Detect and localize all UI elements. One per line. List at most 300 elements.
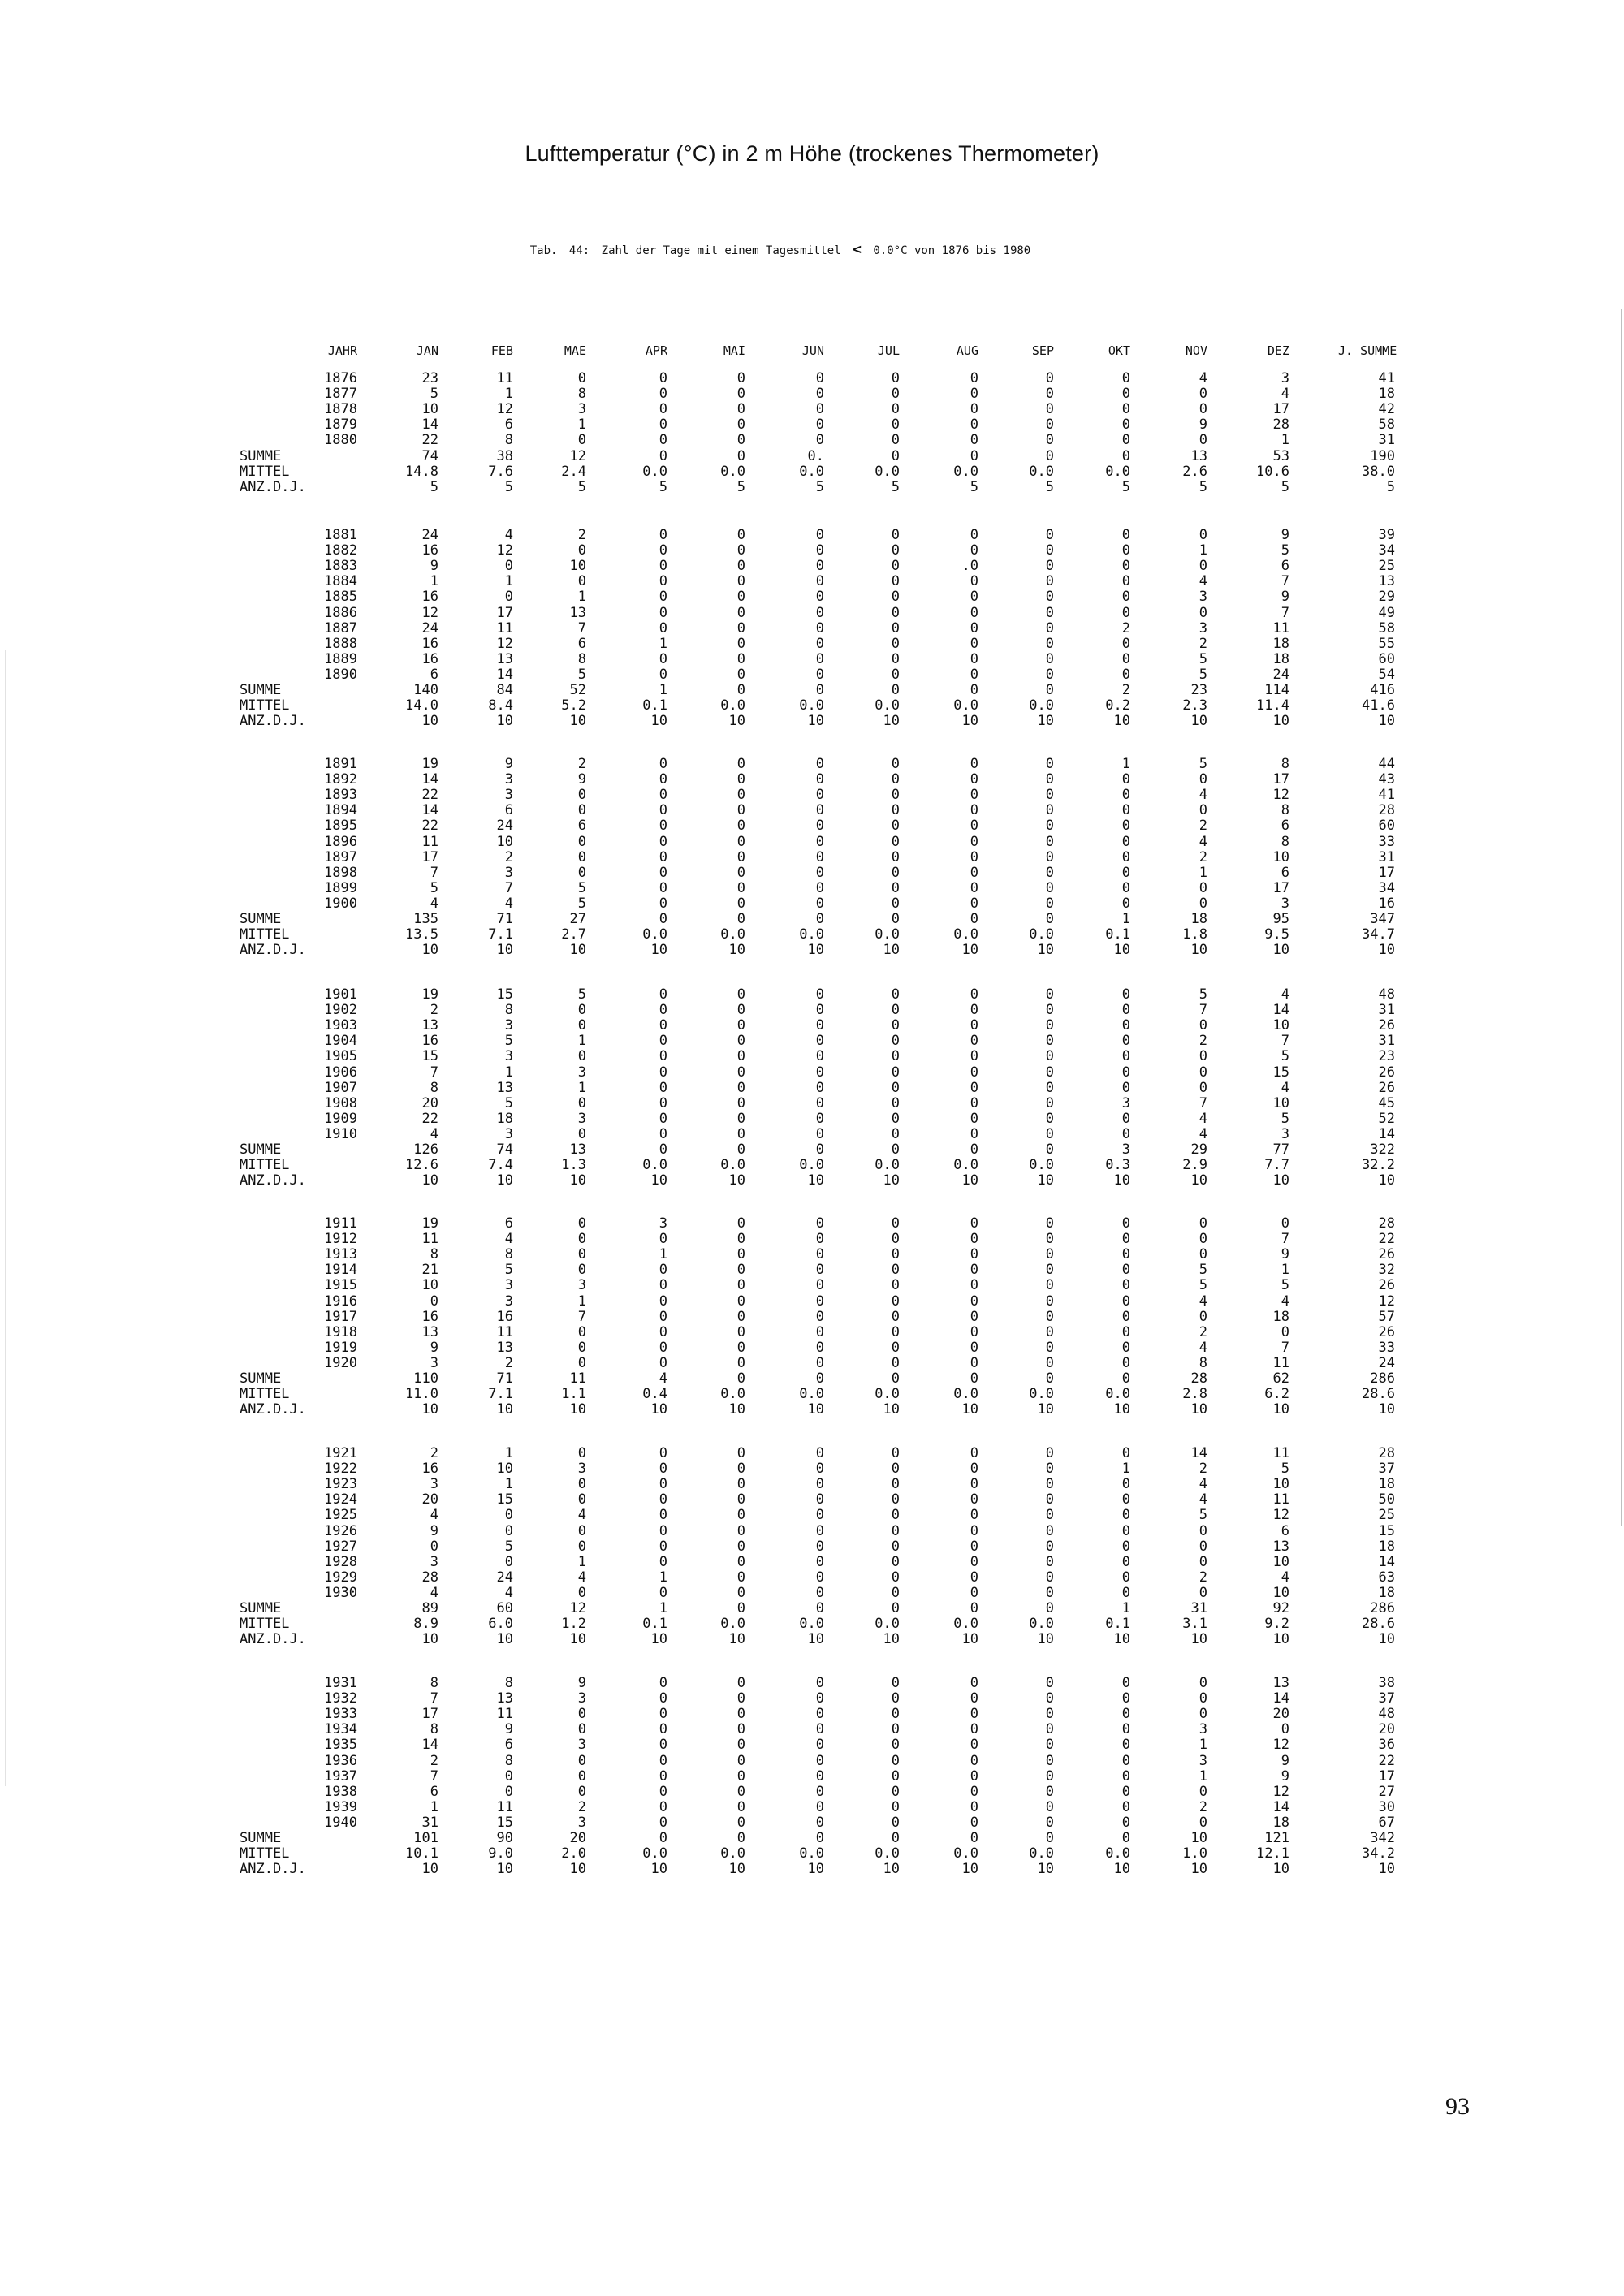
summe-row-cell: 0. [807,448,824,464]
table-cell: 22 [421,1111,438,1127]
table-cell: 3 [1281,370,1289,386]
year-cell: 1883 [324,558,357,574]
anz-row-cell: 10 [728,1861,745,1877]
table-cell: 0 [1045,896,1054,912]
table-cell: 0 [891,787,900,803]
summe-row-cell: 121 [1264,1830,1289,1846]
table-cell: 4 [1199,1293,1207,1310]
table-cell: 0 [1045,1491,1054,1508]
anz-row-cell: 10 [1272,942,1289,958]
table-cell: 0 [1045,1554,1054,1570]
table-cell: 0 [1121,1355,1130,1371]
table-cell: 10 [421,1277,438,1293]
table-cell: 0 [970,1126,978,1142]
table-cell: 0 [659,620,667,637]
summe-row-cell: 0 [815,911,824,927]
summe-row-cell: 0 [736,1142,745,1158]
table-cell: 0 [815,1768,824,1785]
anz-row-cell: 10 [1272,1631,1289,1647]
table-cell: 0 [1045,1507,1054,1523]
table-cell: 0 [815,542,824,559]
table-cell: 0 [815,386,824,402]
mittel-row-cell: 32.2 [1362,1157,1395,1173]
mittel-row-cell: 0.0 [1029,697,1054,714]
table-cell: 0 [1121,1799,1130,1815]
table-cell: 52 [1378,1111,1395,1127]
table-cell: 0 [577,1231,586,1247]
year-cell: 1914 [324,1262,357,1278]
table-cell: 2 [430,1445,438,1461]
table-cell: 0 [577,1340,586,1356]
table-cell: 5 [504,1539,513,1555]
table-cell: 0 [1199,432,1207,448]
mittel-row-cell: 6.0 [488,1616,513,1632]
table-cell: 0 [504,1507,513,1523]
table-cell: 0 [736,1675,745,1691]
table-cell: 0 [970,620,978,637]
anz-row-cell: 10 [883,1401,900,1418]
year-cell: 1909 [324,1111,357,1127]
mittel-row-cell: 11.0 [405,1386,438,1402]
table-cell: 16 [1378,896,1395,912]
anz-row-cell: 10 [728,942,745,958]
table-cell: 3 [577,1815,586,1831]
table-cell: 0 [577,1768,586,1785]
table-cell: 1 [659,636,667,652]
table-cell: 7 [430,1690,438,1707]
table-cell: 0 [1045,1095,1054,1111]
summe-row-cell: 0 [1045,1142,1054,1158]
summe-row-cell: 13 [569,1142,586,1158]
table-cell: 0 [891,802,900,818]
table-cell: 3 [1281,896,1289,912]
summe-row-label: SUMME [240,1142,282,1158]
column-header: JUL [877,343,900,358]
table-cell: 0 [1121,1111,1130,1127]
table-cell: 4 [1281,986,1289,1003]
year-cell: 1878 [324,401,357,417]
table-cell: 1 [577,1554,586,1570]
table-cell: 11 [496,620,513,637]
table-cell: 0 [736,1768,745,1785]
table-cell: 0 [659,849,667,865]
summe-row-cell: 0 [891,1370,900,1387]
table-cell: 0 [815,401,824,417]
table-cell: 0 [1045,756,1054,772]
table-cell: 0 [815,1262,824,1278]
table-cell: 2 [430,1753,438,1769]
anz-row-cell: 10 [807,1172,824,1189]
summe-row-cell: 71 [496,1370,513,1387]
summe-row-cell: 2 [1121,682,1130,698]
table-cell: 0 [970,1554,978,1570]
table-cell: 15 [496,986,513,1003]
table-cell: 0 [815,589,824,605]
table-cell: 12 [1272,1507,1289,1523]
table-cell: 0 [891,834,900,850]
table-cell: 5 [577,896,586,912]
table-cell: 0 [736,1111,745,1127]
table-cell: 9 [504,756,513,772]
year-cell: 1884 [324,573,357,589]
mittel-row-cell: 0.0 [799,464,824,480]
anz-row-cell: 10 [421,1172,438,1189]
table-cell: 0 [1121,1126,1130,1142]
year-cell: 1897 [324,849,357,865]
mittel-row-cell: 2.4 [561,464,586,480]
table-cell: 0 [815,1064,824,1081]
table-cell: 0 [1121,1784,1130,1800]
table-cell: 0 [970,986,978,1003]
table-cell: 0 [815,1126,824,1142]
anz-row-cell: 10 [1037,1401,1054,1418]
anz-row-cell: 10 [1378,1401,1395,1418]
table-cell: 0 [736,1476,745,1492]
summe-row-cell: 92 [1272,1600,1289,1616]
summe-row-label: SUMME [240,1370,282,1387]
table-cell: 0 [970,386,978,402]
table-cell: 13 [496,1340,513,1356]
table-cell: 0 [891,542,900,559]
summe-row-cell: 0 [815,1830,824,1846]
table-cell: 0 [659,1064,667,1081]
mittel-row-cell: 2.9 [1182,1157,1207,1173]
table-cell: 0 [659,896,667,912]
table-cell: 0 [1199,802,1207,818]
table-cell: 0 [1045,1231,1054,1247]
table-cell: 0 [891,756,900,772]
mittel-row-cell: 0.1 [1105,1616,1130,1632]
table-cell: 0 [891,620,900,637]
summe-row-cell: 190 [1370,448,1395,464]
anz-row-cell: 10 [728,1401,745,1418]
table-cell: 0 [659,1262,667,1278]
table-cell: 0 [659,1095,667,1111]
table-cell: 0 [577,1706,586,1722]
summe-row-label: SUMME [240,911,282,927]
table-cell: 0 [736,1033,745,1049]
summe-row-cell: 95 [1272,911,1289,927]
table-cell: 5 [1199,1262,1207,1278]
summe-row-cell: 110 [413,1370,438,1387]
column-header: J. SUMME [1338,343,1397,358]
table-cell: 0 [736,1799,745,1815]
table-cell: 19 [421,986,438,1003]
table-cell: 0 [1121,1064,1130,1081]
year-cell: 1933 [324,1706,357,1722]
year-cell: 1908 [324,1095,357,1111]
table-cell: 11 [496,370,513,386]
caption-text: Zahl der Tage mit einem Tagesmittel [601,244,841,257]
table-cell: 3 [430,1554,438,1570]
table-cell: 8 [1281,802,1289,818]
table-cell: 0 [659,605,667,621]
summe-row-cell: 13 [1190,448,1207,464]
table-cell: 0 [891,896,900,912]
anz-row-cell: 10 [569,1861,586,1877]
table-cell: 0 [577,1262,586,1278]
summe-row-cell: 0 [815,682,824,698]
table-cell: 54 [1378,667,1395,683]
table-cell: 0 [659,1461,667,1477]
anz-row-cell: 10 [1272,1401,1289,1418]
table-cell: 1 [504,573,513,589]
table-cell: 0 [1121,896,1130,912]
table-cell: 29 [1378,589,1395,605]
mittel-row-cell: 8.9 [413,1616,438,1632]
anz-row-cell: 10 [807,1861,824,1877]
table-cell: 0 [815,896,824,912]
table-cell: 3 [577,1064,586,1081]
table-cell: 31 [1378,849,1395,865]
table-cell: 0 [891,667,900,683]
table-cell: 0 [970,1585,978,1601]
summe-row-cell: 1 [1121,911,1130,927]
anz-row-label: ANZ.D.J. [240,1172,306,1189]
table-cell: 3 [504,787,513,803]
table-cell: 0 [815,1706,824,1722]
table-cell: 6 [1281,1523,1289,1539]
table-cell: 0 [736,771,745,788]
table-cell: 24 [421,527,438,543]
table-cell: 0 [736,1293,745,1310]
summe-row-cell: 18 [1190,911,1207,927]
table-cell: 9 [430,1340,438,1356]
table-cell: 0 [891,1111,900,1127]
table-cell: 5 [1199,986,1207,1003]
table-cell: 0 [736,1554,745,1570]
summe-row-cell: 53 [1272,448,1289,464]
table-cell: 24 [496,818,513,834]
table-cell: 15 [1378,1523,1395,1539]
table-cell: 0 [1121,1737,1130,1753]
table-cell: 0 [736,401,745,417]
year-cell: 1917 [324,1309,357,1325]
table-cell: 0 [1121,386,1130,402]
mittel-row-cell: 0.0 [799,1845,824,1862]
table-cell: 0 [970,651,978,667]
summe-row-cell: 0 [1045,911,1054,927]
table-cell: 0 [736,636,745,652]
table-cell: 0 [891,1569,900,1586]
table-cell: 0 [1045,636,1054,652]
column-header: MAE [564,343,586,358]
table-cell: 15 [496,1815,513,1831]
table-cell: 0 [891,1507,900,1523]
table-cell: 4 [430,1126,438,1142]
table-cell: 0 [970,401,978,417]
table-cell: 0 [891,1340,900,1356]
table-cell: 15 [1272,1064,1289,1081]
table-cell: 0 [970,1721,978,1737]
table-cell: 0 [815,865,824,881]
table-cell: 0 [1121,1293,1130,1310]
year-cell: 1898 [324,865,357,881]
table-cell: 5 [1199,756,1207,772]
table-cell: 45 [1378,1095,1395,1111]
year-cell: 1935 [324,1737,357,1753]
table-cell: 0 [1045,1523,1054,1539]
table-cell: 58 [1378,620,1395,637]
table-cell: 14 [421,1737,438,1753]
column-header: DEZ [1267,343,1289,358]
mittel-row-cell: 0.1 [642,697,667,714]
table-cell: 0 [577,1048,586,1064]
table-cell: 12 [421,605,438,621]
table-cell: 10 [496,834,513,850]
table-cell: 0 [1045,986,1054,1003]
table-cell: 10 [1272,1554,1289,1570]
table-cell: 44 [1378,756,1395,772]
table-cell: 3 [430,1355,438,1371]
table-cell: 0 [1199,1554,1207,1570]
table-cell: 0 [659,771,667,788]
table-cell: 0 [736,1017,745,1034]
column-header: JAHR [327,343,357,358]
table-cell: 0 [891,1461,900,1477]
table-cell: 0 [659,865,667,881]
table-cell: 18 [1272,1309,1289,1325]
table-cell: 19 [421,756,438,772]
table-cell: 6 [1281,558,1289,574]
table-cell: 0 [1045,1675,1054,1691]
table-cell: 22 [421,818,438,834]
table-cell: 0 [970,1507,978,1523]
table-cell: 12 [496,636,513,652]
mittel-row-cell: 2.6 [1182,464,1207,480]
summe-row-cell: 3 [1121,1142,1130,1158]
table-cell: 5 [504,1033,513,1049]
mittel-row-cell: 1.8 [1182,926,1207,943]
anz-row-cell: 10 [1113,1172,1130,1189]
table-cell: 5 [430,386,438,402]
year-cell: 1936 [324,1753,357,1769]
summe-row-cell: 31 [1190,1600,1207,1616]
anz-row-cell: 10 [1272,1861,1289,1877]
summe-row-cell: 0 [1121,1830,1130,1846]
summe-row-cell: 0 [970,1600,978,1616]
table-cell: 0 [815,1753,824,1769]
table-cell: 0 [1199,1706,1207,1722]
year-cell: 1910 [324,1126,357,1142]
mittel-row-cell: 11.4 [1256,697,1289,714]
table-cell: 14 [1272,1690,1289,1707]
table-cell: 0 [970,605,978,621]
anz-row-cell: 10 [421,942,438,958]
table-cell: 5 [1281,1048,1289,1064]
anz-row-cell: 10 [496,942,513,958]
table-cell: 0 [815,1721,824,1737]
table-cell: 0 [577,542,586,559]
summe-row-cell: 0 [736,682,745,698]
anz-row-cell: 10 [1037,1861,1054,1877]
table-cell: 0 [891,527,900,543]
table-cell: 0 [815,1461,824,1477]
table-cell: 0 [659,1753,667,1769]
table-cell: 0 [970,573,978,589]
table-cell: 67 [1378,1815,1395,1831]
table-cell: 5 [1281,1111,1289,1127]
mittel-row-cell: 2.8 [1182,1386,1207,1402]
table-cell: 0 [1045,802,1054,818]
table-cell: 11 [1272,620,1289,637]
table-cell: 20 [421,1095,438,1111]
table-cell: 0 [736,1126,745,1142]
table-cell: 15 [496,1491,513,1508]
table-cell: 4 [504,1585,513,1601]
table-cell: 14 [1378,1554,1395,1570]
table-cell: 6 [1281,865,1289,881]
table-cell: 0 [1045,1815,1054,1831]
table-cell: 12 [496,542,513,559]
anz-row-cell: 10 [1190,1861,1207,1877]
mittel-row-cell: 12.6 [405,1157,438,1173]
table-cell: 0 [1045,1476,1054,1492]
table-cell: 0 [815,1002,824,1018]
table-cell: 1 [504,1064,513,1081]
table-cell: 14 [496,667,513,683]
table-cell: 0 [1121,370,1130,386]
table-cell: 0 [1121,986,1130,1003]
table-cell: 0 [970,1768,978,1785]
table-cell: 1 [1121,756,1130,772]
table-cell: 0 [970,1215,978,1232]
table-cell: 0 [815,818,824,834]
table-cell: 0 [891,589,900,605]
mittel-row-cell: 0.0 [720,1845,745,1862]
year-cell: 1889 [324,651,357,667]
table-cell: 0 [970,1064,978,1081]
table-cell: 10 [421,401,438,417]
year-cell: 1901 [324,986,357,1003]
mittel-row-cell: 0.0 [1105,464,1130,480]
table-cell: 28 [1378,1445,1395,1461]
anz-row-cell: 10 [1190,1172,1207,1189]
table-cell: 22 [421,787,438,803]
mittel-row-cell: 3.1 [1182,1616,1207,1632]
table-cell: 26 [1378,1324,1395,1340]
table-cell: 0 [815,558,824,574]
table-cell: 2 [577,527,586,543]
table-cell: 0 [1199,1215,1207,1232]
mittel-row-cell: 0.0 [720,464,745,480]
table-cell: 0 [659,1126,667,1142]
summe-row-cell: 0 [970,682,978,698]
table-cell: 0 [736,1491,745,1508]
table-cell: 8 [577,651,586,667]
table-cell: 22 [1378,1753,1395,1769]
table-cell: 11 [421,834,438,850]
table-cell: 0 [577,370,586,386]
scan-edge-line [5,650,6,1786]
mittel-row-cell: 9.5 [1264,926,1289,943]
table-cell: 0 [1199,386,1207,402]
table-cell: 0 [736,1539,745,1555]
table-cell: 0 [815,1215,824,1232]
year-cell: 1928 [324,1554,357,1570]
mittel-row-cell: 14.0 [405,697,438,714]
table-cell: 3 [504,1126,513,1142]
anz-row-cell: 5 [1386,479,1395,495]
summe-row-cell: 0 [736,448,745,464]
table-cell: 7 [577,1309,586,1325]
table-cell: 17 [1378,865,1395,881]
anz-row-cell: 5 [577,479,586,495]
table-cell: 0 [1281,1215,1289,1232]
table-cell: 57 [1378,1309,1395,1325]
mittel-row-cell: 0.0 [875,1616,900,1632]
table-cell: 0 [577,1324,586,1340]
